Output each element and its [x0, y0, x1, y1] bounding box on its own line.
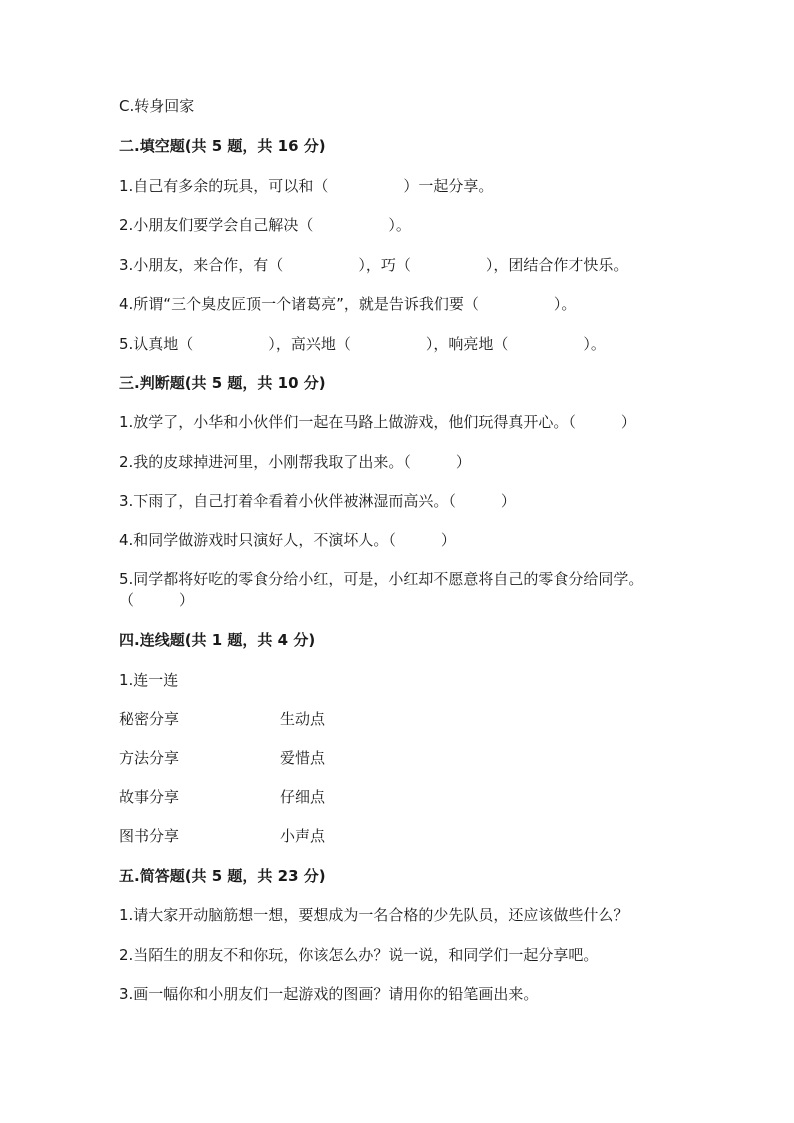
judge-question-5: 5.同学都将好吃的零食分给小红，可是，小红却不愿意将自己的零食分给同学。（ ） — [119, 570, 644, 609]
section-title-match: 四.连线题(共 1 题，共 4 分) — [119, 631, 316, 649]
match-right-item: 小声点 — [280, 827, 326, 845]
fill-question-5: 5.认真地（ ），高兴地（ ），响亮地（ ）。 — [119, 335, 606, 353]
match-left-item: 秘密分享 — [119, 710, 180, 728]
judge-question-4: 4.和同学做游戏时只演好人，不演坏人。（ ） — [119, 531, 456, 549]
judge-question-3: 3.下雨了，自己打着伞看着小伙伴被淋湿而高兴。（ ） — [119, 492, 516, 510]
match-left-item: 故事分享 — [119, 788, 180, 806]
fill-question-3: 3.小朋友，来合作，有（ ），巧（ ），团结合作才快乐。 — [119, 256, 629, 274]
section-title-short-answer: 五.简答题(共 5 题，共 23 分) — [119, 867, 326, 885]
option-c: C.转身回家 — [119, 97, 195, 115]
section-title-judge: 三.判断题(共 5 题，共 10 分) — [119, 374, 326, 392]
match-right-item: 仔细点 — [280, 788, 326, 806]
section-title-fill-blank: 二.填空题(共 5 题，共 16 分) — [119, 137, 326, 155]
judge-question-1: 1.放学了，小华和小伙伴们一起在马路上做游戏，他们玩得真开心。（ ） — [119, 413, 636, 431]
fill-question-1: 1.自己有多余的玩具，可以和（ ）一起分享。 — [119, 177, 494, 195]
short-question-2: 2.当陌生的朋友不和你玩，你该怎么办？说一说，和同学们一起分享吧。 — [119, 946, 599, 964]
match-left-item: 图书分享 — [119, 827, 180, 845]
short-question-3: 3.画一幅你和小朋友们一起游戏的图画？请用你的铅笔画出来。 — [119, 985, 539, 1003]
match-right-item: 生动点 — [280, 710, 326, 728]
match-left-item: 方法分享 — [119, 749, 180, 767]
match-question: 1.连一连 — [119, 671, 179, 689]
judge-question-2: 2.我的皮球掉进河里，小刚帮我取了出来。（ ） — [119, 453, 471, 471]
short-question-1: 1.请大家开动脑筋想一想，要想成为一名合格的少先队员，还应该做些什么？ — [119, 906, 629, 924]
fill-question-4: 4.所谓“三个臭皮匠顶一个诸葛亮”，就是告诉我们要（ ）。 — [119, 295, 577, 313]
fill-question-2: 2.小朋友们要学会自己解决（ ）。 — [119, 216, 411, 234]
match-right-item: 爱惜点 — [280, 749, 326, 767]
